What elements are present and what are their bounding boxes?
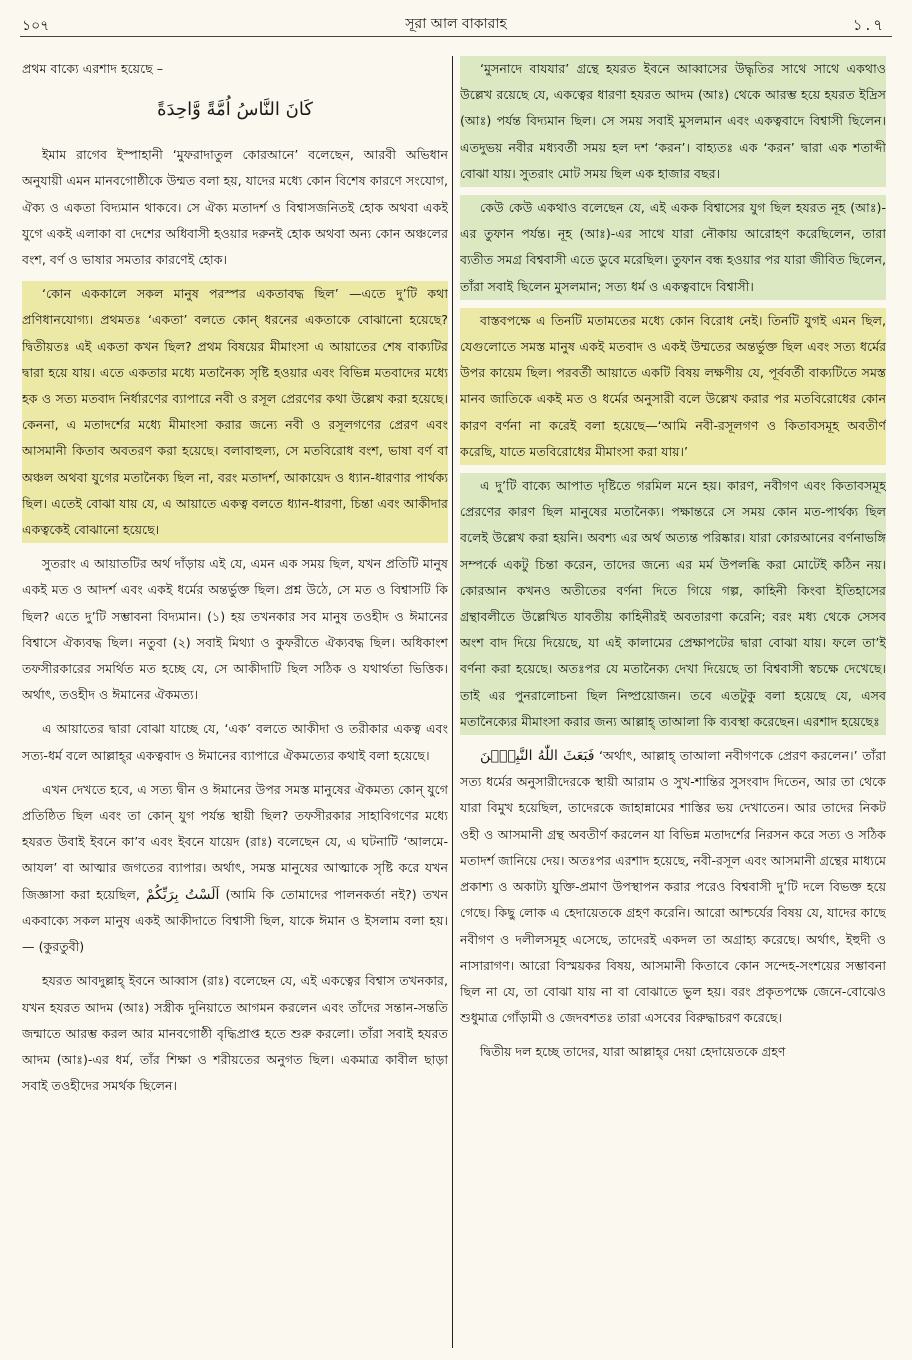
paragraph: দ্বিতীয় দল হচ্ছে তাদের, যারা আল্লাহ্‌র দেয়া হেদায়েতকে গ্রহণ [480,1044,786,1060]
paragraph: এ দু’টি বাক্যে আপাত দৃষ্টিতে গরমিল মনে হয়। কারণ, নবীগণ এবং কিতাবসমূহ প্রেরণের কারণ ছিল মানুষের মতানৈক্য। পক্ষান্তরে সে সময় কোন মত-পার্থক্য ছিল বলেই উল্লেখ করা হয়নি। অবশ্য এর অর্থ অত্যন্ত পরিষ্কার। যারা কোরআনের বর্ণনাভঙ্গি সম্পর্কে একটু চিন্তা করেন, তাদের জন্যে এর মর্ম উপলব্ধি করা মোটেই কঠিন নয়। কোরআন কখনও অতীতের বর্ণনা দিতে গিয়ে গল্প, কাহিনী কিংবা ইতিহাসের গ্রন্থাবলীতে উল্লেখিত যাবতীয় কাহিনীরই অবতারণা করেনি; বরং মধ্য থেকে সেসব অংশ বাদ দিয়ে দিয়েছে, যা এই কালামের প্রেক্ষাপটের দ্বারা বোঝা যায়। ফলে তা’ই বর্ণনা করা হয়েছে। অতঃপর যে মতানৈক্য দেখা দিয়েছে তা বিশ্ববাসী স্বচক্ষে দেখেছে। তাই এর পুনরালোচনা ছিল নিষ্প্রয়োজন। তবে এতটুকু বলা হয়েছে যে, এসব মতানৈক্যের মীমাংসা করার জন্য আল্লাহ্ তাআলা কি ব্যবস্থা করেছেন। এরশাদ হয়েছেঃ [460,473,886,735]
paragraph-text: (আমি কি তোমাদের পালনকর্তা নই?) তখন একবাক্যে সকল মানুষ একই আকীদাতে বিশ্বাসী ছিল, যাকে ঈমান ও ইসলাম বলা হয়।— (কুরতুবী) [22,886,448,955]
paragraph: ‘মুসনাদে বাযযার’ গ্রন্থে হযরত ইবনে আব্বাসের উদ্ধৃতির সাথে সাথে একথাও উল্লেখ রয়েছে যে, একত্বের ধারণা হযরত আদম (আঃ) থেকে আরম্ভ হয়ে হযরত ইদ্রিস (আঃ) পর্যন্ত বিদ্যমান ছিল। সে সময় সবাই মুসলমান এবং একত্ববাদে বিশ্বাসী ছিলেন। এতদুভয় নবীর মধ্যবর্তী সময় হল দশ ‘করন’। বাহ্যতঃ এক ‘করন’ দ্বারা এক শতাব্দী বোঝা যায়। সুতরাং মোট সময় ছিল এক হাজার বছর। [460,56,886,187]
page-header [20,6,892,37]
paragraph-text: ‘অর্থাৎ, আল্লাহ্ তাআলা নবীগণকে প্রেরণ করলেন।’ তাঁরা সত্য ধর্মের অনুসারীদেরকে স্থায়ী আরাম ও সুখ-শান্তির সুসংবাদ দিতেন, আর তা থেকে যারা বিমুখ হয়েছিল, তাদেরকে জাহান্নামের শাস্তির ভয় দেখাতেন। আর তাদের নিকট ওহী ও আসমানী গ্রন্থ অবতীর্ণ করলেন যা বিভিন্ন মতাদর্শের নিরসন করে সত্য ও সঠিক মতাদর্শ জানিয়ে দেয়। অতঃপর এরশাদ হয়েছে, নবী-রসূল এবং আসমানী গ্রন্থের মাধ্যমে প্রকাশ্য ও অকাট্য যুক্তি-প্রমাণ উপস্থাপন করার পরেও বিশ্ববাসী দু’টি দলে বিভক্ত হয়ে গেছে। কিছু লোক এ হেদায়েতকে গ্রহণ করেনি। আরো আশ্চর্যের বিষয় যে, যাদের কাছে নবীগণ ও দলীলসমূহ এসেছে, তাদেরই একদল তা অগ্রাহ্য করেছে। অর্থাৎ, ইহুদী ও নাসারাগণ। আরো বিস্ময়কর বিষয়, আসমানী কিতাবে কোন সন্দেহ-সংশয়ের সম্ভাবনা ছিল না যে, তা বোঝা যায় না বা বোঝাতে ভুল হয়। বরং প্রকৃতপক্ষে জেনে-বোঝেও শুধুমাত্র গোঁড়ামী ও জেদবশতঃ তারা এসবের বিরুদ্ধাচরণ করেছে। [460,748,886,1026]
page-number-bengali: ১০৭ [22,18,50,34]
paragraph: কেউ কেউ একথাও বলেছেন যে, এই একক বিশ্বাসের যুগ ছিল হযরত নূহ (আঃ)-এর তুফান পর্যন্ত। নূহ (আঃ)-এর সাথে যারা নৌকায় আরোহণ করেছিলেন, তারা ব্যতীত সমগ্র বিশ্ববাসী এতে ডুবে মরেছিল। তুফান বন্ধ হওয়ার পর যারা জীবিত ছিলেন, তাঁরা সবাই ছিলেন মুসলমান; সত্য ধর্ম ও একত্ববাদে বিশ্বাসী। [460,195,886,300]
paragraph: ‘কোন এককালে সকল মানুষ পরস্পর একতাবদ্ধ ছিল’ —এতে দু’টি কথা প্রণিধানযোগ্য। প্রথমতঃ ‘একতা’ বলতে কোন্ ধরনের একতাকে বোঝানো হয়েছে? দ্বিতীয়তঃ এই একতা কখন ছিল? প্রথম বিষয়ের মীমাংসা এ আয়াতের শেষ বাক্যটির দ্বারা হয়ে যায়। এতে একতার মধ্যে মতানৈক্য সৃষ্টি হওয়ার এবং বিভিন্ন মতবাদের মধ্যে হক ও সত্য মতবাদ নির্ধারণের ব্যাপারে নবী ও রসূল প্রেরণের কথা উল্লেখ করা হয়েছে। কেননা, এ মতাদর্শের মধ্যে মীমাংসা করার জন্যে নবী ও রসূলগণের প্রেরণ এবং আসমানী কিতাব অবতরণ করা হয়েছে। বলাবাহুল্য, সে মতবিরোধ বংশ, ভাষা বর্ণ বা অঞ্চল অথবা যুগের মতানৈক্য ছিল না, বরং মতাদর্শ, আকায়েদ ও ধ্যান-ধারণার পার্থক্য ছিল। এতেই বোঝা যায় যে, এ আয়াতে একত্ব বলতে ধ্যান-ধারণা, চিন্তা এবং আকীদার একত্বকেই বোঝানো হয়েছে। [22,281,448,543]
paragraph-text: এখন দেখতে হবে, এ সত্য দ্বীন ও ঈমানের উপর সমস্ত মানুষের ঐকমত্য কোন্ যুগে প্রতিষ্ঠিত ছিল এবং তা কোন্ যুগ পর্যন্ত স্থায়ী ছিল? তফসীরকার সাহাবিগণের মধ্যে হযরত উবাই ইবনে কা’ব এবং ইবনে যায়েদ (রাঃ) বলেছেন যে, এ ঘটনাটি ‘আলমে-আযল’ বা আত্মার জগতের ব্যাপার। অর্থাৎ, সমস্ত মানুষের আত্মাকে সৃষ্টি করে যখন জিজ্ঞাসা করা হয়েছিল, [22,781,448,902]
right-column [460,56,886,1346]
paragraph: এ আয়াতের দ্বারা বোঝা যাচ্ছে যে, ‘এক’ বলতে আকীদা ও তরীকার একত্ব এবং সত্য-ধর্ম বলে আল্লাহ্‌র একত্ববাদ ও ঈমানের ব্যাপারে ঐকমত্যের কথাই বলা হয়েছে। [22,721,448,763]
paragraph: ইমাম রাগেব ইস্পাহানী ‘মুফরাদাতুল কোরআনে’ বলেছেন, আরবী অভিধান অনুযায়ী এমন মানবগোষ্ঠীকে উম্মত বলা হয়, যাদের মধ্যে কোন বিশেষ কারণে সংযোগ, ঐক্য ও একতা বিদ্যমান থাকবে। সে ঐক্য মতাদর্শ ও বিশ্বাসজনিতই হোক অথবা একই যুগে একই এলাকা বা দেশের অধিবাসী হওয়ার দরুনই হোক অথবা অন্য কোন অঞ্চলের বংশ, বর্ণ ও ভাষার সমতার কারণেই হোক। [22,147,448,268]
column-divider [452,56,453,1348]
inline-arabic: فَبَعَثَ اللّٰهُ النَّبِيّٖنَ [480,748,595,765]
arabic-verse: كَانَ النَّاسُ اُمَّةً وَّاحِدَةً [157,99,313,121]
intro-line: প্রথম বাক্যে এরশাদ হয়েছে – [22,61,164,76]
paragraph [22,777,448,960]
paragraph: সুতরাং এ আয়াতটির অর্থ দাঁড়ায় এই যে, এমন এক সময় ছিল, যখন প্রতিটি মানুষ একই মত ও আদর্শ এবং একই ধর্মের অন্তর্ভুক্ত ছিল। প্রশ্ন উঠে, সে মত ও বিশ্বাসটি কি ছিল? এতে দু’টি সম্ভাবনা বিদ্যমান। (১) হয় তখনকার সব মানুষ তওহীদ ও ঈমানের বিশ্বাসে ঐক্যবদ্ধ ছিল। নতুবা (২) সবাই মিথ্যা ও কুফরীতে ঐক্যবদ্ধ ছিল। অধিকাংশ তফসীরকারের সমর্থিত মত হচ্ছে যে, সে আকীদাটি ছিল সঠিক ও যথার্থতা ভিত্তিক। অর্থাৎ, তওহীদ ও ঈমানের ঐকমত্য। [22,556,448,703]
page-number-arabic: ১.৭ [852,16,886,34]
running-title: সূরা আল বাকারাহ [405,16,507,32]
left-column [22,56,448,1346]
paragraph: বাস্তবপক্ষে এ তিনটি মতামতের মধ্যে কোন বিরোধ নেই। তিনটি যুগই এমন ছিল, যেগুলোতে সমস্ত মানুষ একই মতবাদ ও একই উম্মতের অন্তর্ভুক্ত ছিল এবং সত্য ধর্মের উপর কায়েম ছিল। পরবর্তী আয়াতে একটি বিষয় লক্ষণীয় যে, পূর্ববর্তী বাক্যটিতে সমস্ত মানব জাতিকে একই মত ও ধর্মের অনুসারী বলে উল্লেখ করার পর মতবিরোধের কোন কারণ বর্ণনা না করেই বলা হয়েছে—‘আমি নবী-রসূলগণ ও কিতাবসমূহ অবতীর্ণ করেছি, যাতে মতবিরোধের মীমাংসা করা যায়।’ [460,308,886,465]
paragraph: হযরত আবদুল্লাহ্ ইবনে আব্বাস (রাঃ) বলেছেন যে, এই একত্বের বিশ্বাস তখনকার, যখন হযরত আদম (আঃ) সস্ত্রীক দুনিয়াতে আগমন করলেন এবং তাঁদের সন্তান-সন্ততি জন্মাতে আরম্ভ করল আর মানবগোষ্ঠী বৃদ্ধিপ্রাপ্ত হতে শুরু করলো। তাঁরা সবাই হযরত আদম (আঃ)-এর ধর্ম, তাঁর শিক্ষা ও শরীয়তের অনুগত ছিল। একমাত্র কাবীল ছাড়া সবাই তওহীদের সমর্থক ছিলেন। [22,973,448,1094]
inline-arabic: اَلَسْتُ بِرَبِّكُمْ [145,886,220,903]
paragraph [460,743,886,1031]
